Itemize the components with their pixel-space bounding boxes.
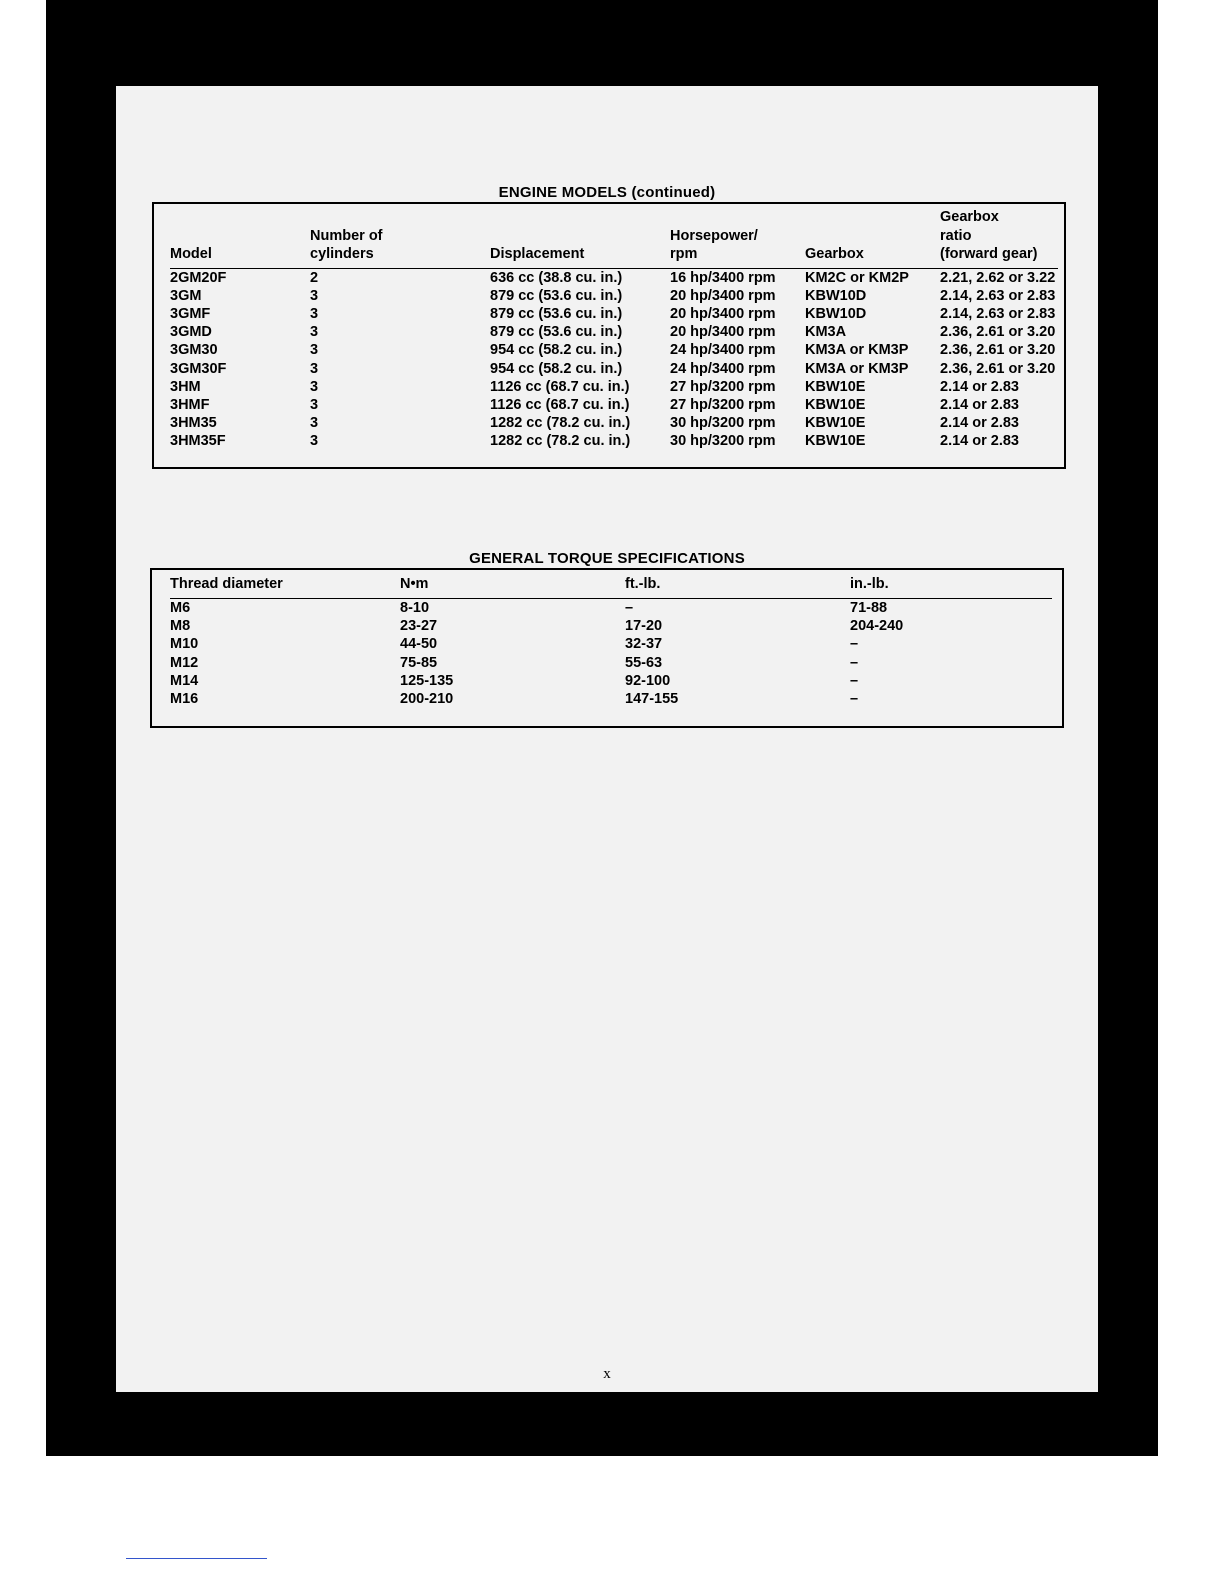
cell-gearbox: KM3A or KM3P [805, 342, 909, 359]
cell-displacement: 879 cc (53.6 cu. in.) [490, 324, 623, 341]
document-page [116, 86, 1098, 1392]
cell-nm: 23-27 [400, 618, 438, 635]
cell-cylinders: 2 [310, 269, 319, 286]
cell-cylinders: 3 [310, 378, 319, 395]
cell-gearbox: KM2C or KM2P [805, 269, 909, 286]
cell-ratio: 2.14 or 2.83 [940, 433, 1019, 450]
cell-horsepower: 30 hp/3200 rpm [670, 433, 776, 450]
engine-models-table-box [152, 202, 1066, 469]
header-newton-meters: N•m [400, 576, 429, 592]
cell-nm: 125-135 [400, 672, 454, 689]
engine-row [170, 341, 1058, 359]
cell-ratio: 2.36, 2.61 or 3.20 [940, 342, 1056, 359]
torque-specs-title: GENERAL TORQUE SPECIFICATIONS [469, 550, 745, 567]
cell-ftlb: – [625, 600, 634, 616]
cell-ratio: 2.21, 2.62 or 3.22 [940, 269, 1056, 286]
cell-thread: M10 [170, 636, 199, 653]
cell-displacement: 954 cc (58.2 cu. in.) [490, 342, 623, 359]
cell-horsepower: 30 hp/3200 rpm [670, 415, 776, 432]
cell-cylinders: 3 [310, 305, 319, 322]
cell-inlb: – [850, 654, 859, 671]
engine-table-body [170, 268, 1058, 451]
header-thread-diameter: Thread diameter [170, 576, 283, 592]
cell-cylinders: 3 [310, 433, 319, 450]
cell-cylinders: 3 [310, 360, 319, 377]
cell-cylinders: 3 [310, 324, 319, 341]
engine-header-row [170, 204, 1058, 268]
cell-displacement: 1126 cc (68.7 cu. in.) [490, 396, 630, 413]
engine-models-table [170, 204, 1058, 451]
header-displacement: Displacement [490, 246, 585, 262]
torque-row [170, 599, 1052, 617]
cell-displacement: 954 cc (58.2 cu. in.) [490, 360, 623, 377]
header-gearbox: Gearbox [805, 246, 864, 262]
cell-nm: 200-210 [400, 691, 454, 708]
cell-model: 2GM20F [170, 269, 227, 286]
cell-ftlb: 32-37 [625, 636, 663, 653]
engine-models-title: ENGINE MODELS (continued) [498, 184, 716, 201]
cell-inlb: – [850, 636, 859, 653]
cell-model: 3GM [170, 287, 202, 304]
underline-mark [126, 1558, 267, 1559]
cell-thread: M14 [170, 672, 199, 689]
cell-thread: M8 [170, 618, 191, 635]
cell-ratio: 2.36, 2.61 or 3.20 [940, 360, 1056, 377]
cell-displacement: 879 cc (53.6 cu. in.) [490, 287, 623, 304]
cell-displacement: 636 cc (38.8 cu. in.) [490, 269, 623, 286]
cell-gearbox: KBW10E [805, 378, 866, 395]
cell-horsepower: 24 hp/3400 rpm [670, 360, 776, 377]
header-inch-pounds: in.-lb. [850, 576, 889, 592]
cell-thread: M12 [170, 654, 199, 671]
cell-horsepower: 16 hp/3400 rpm [670, 269, 776, 286]
cell-gearbox: KBW10E [805, 396, 866, 413]
header-horsepower: Horsepower/ rpm [670, 227, 758, 262]
cell-displacement: 1282 cc (78.2 cu. in.) [490, 415, 631, 432]
engine-row [170, 287, 1058, 305]
page-number: x [603, 1366, 611, 1382]
header-model: Model [170, 246, 212, 262]
torque-row [170, 690, 1052, 708]
cell-inlb: 204-240 [850, 618, 904, 635]
cell-ratio: 2.14, 2.63 or 2.83 [940, 287, 1056, 304]
cell-model: 3HMF [170, 396, 210, 413]
cell-model: 3HM35 [170, 415, 217, 432]
header-cylinders: Number of cylinders [310, 227, 383, 262]
torque-table-body [170, 599, 1052, 708]
cell-cylinders: 3 [310, 342, 319, 359]
header-foot-pounds: ft.-lb. [625, 576, 661, 592]
torque-header-row [170, 570, 1052, 599]
cell-ratio: 2.14 or 2.83 [940, 396, 1019, 413]
cell-ftlb: 55-63 [625, 654, 663, 671]
cell-gearbox: KM3A or KM3P [805, 360, 909, 377]
cell-inlb: – [850, 691, 859, 708]
engine-row [170, 360, 1058, 378]
cell-cylinders: 3 [310, 396, 319, 413]
header-gearbox-ratio: Gearbox ratio (forward gear) [940, 209, 1038, 262]
cell-horsepower: 27 hp/3200 rpm [670, 378, 776, 395]
cell-horsepower: 27 hp/3200 rpm [670, 396, 776, 413]
torque-specs-table-box [150, 568, 1064, 728]
cell-thread: M6 [170, 600, 191, 616]
cell-model: 3GM30F [170, 360, 227, 377]
cell-horsepower: 20 hp/3400 rpm [670, 324, 776, 341]
engine-row [170, 396, 1058, 414]
engine-row [170, 305, 1058, 323]
torque-row [170, 654, 1052, 672]
cell-model: 3HM35F [170, 433, 226, 450]
cell-gearbox: KBW10D [805, 305, 867, 322]
cell-ratio: 2.14, 2.63 or 2.83 [940, 305, 1056, 322]
torque-row [170, 617, 1052, 635]
cell-ftlb: 92-100 [625, 672, 671, 689]
engine-row [170, 323, 1058, 341]
cell-ratio: 2.14 or 2.83 [940, 378, 1019, 395]
cell-model: 3HM [170, 378, 201, 395]
cell-model: 3GMF [170, 305, 211, 322]
cell-gearbox: KBW10D [805, 287, 867, 304]
engine-row [170, 432, 1058, 450]
engine-row [170, 268, 1058, 287]
cell-nm: 8-10 [400, 600, 430, 616]
cell-inlb: 71-88 [850, 600, 888, 616]
torque-specs-table [170, 570, 1052, 708]
cell-ftlb: 17-20 [625, 618, 663, 635]
cell-displacement: 1126 cc (68.7 cu. in.) [490, 378, 630, 395]
cell-model: 3GM30 [170, 342, 218, 359]
cell-horsepower: 20 hp/3400 rpm [670, 305, 776, 322]
torque-row [170, 672, 1052, 690]
cell-ratio: 2.14 or 2.83 [940, 415, 1019, 432]
cell-cylinders: 3 [310, 415, 319, 432]
cell-model: 3GMD [170, 324, 212, 341]
cell-gearbox: KM3A [805, 324, 847, 341]
cell-ftlb: 147-155 [625, 691, 679, 708]
cell-nm: 75-85 [400, 654, 438, 671]
cell-displacement: 1282 cc (78.2 cu. in.) [490, 433, 631, 450]
cell-gearbox: KBW10E [805, 433, 866, 450]
cell-cylinders: 3 [310, 287, 319, 304]
cell-ratio: 2.36, 2.61 or 3.20 [940, 324, 1056, 341]
cell-horsepower: 24 hp/3400 rpm [670, 342, 776, 359]
cell-horsepower: 20 hp/3400 rpm [670, 287, 776, 304]
engine-row [170, 378, 1058, 396]
torque-row [170, 635, 1052, 653]
engine-row [170, 414, 1058, 432]
cell-inlb: – [850, 672, 859, 689]
cell-nm: 44-50 [400, 636, 438, 653]
cell-thread: M16 [170, 691, 199, 708]
cell-displacement: 879 cc (53.6 cu. in.) [490, 305, 623, 322]
cell-gearbox: KBW10E [805, 415, 866, 432]
